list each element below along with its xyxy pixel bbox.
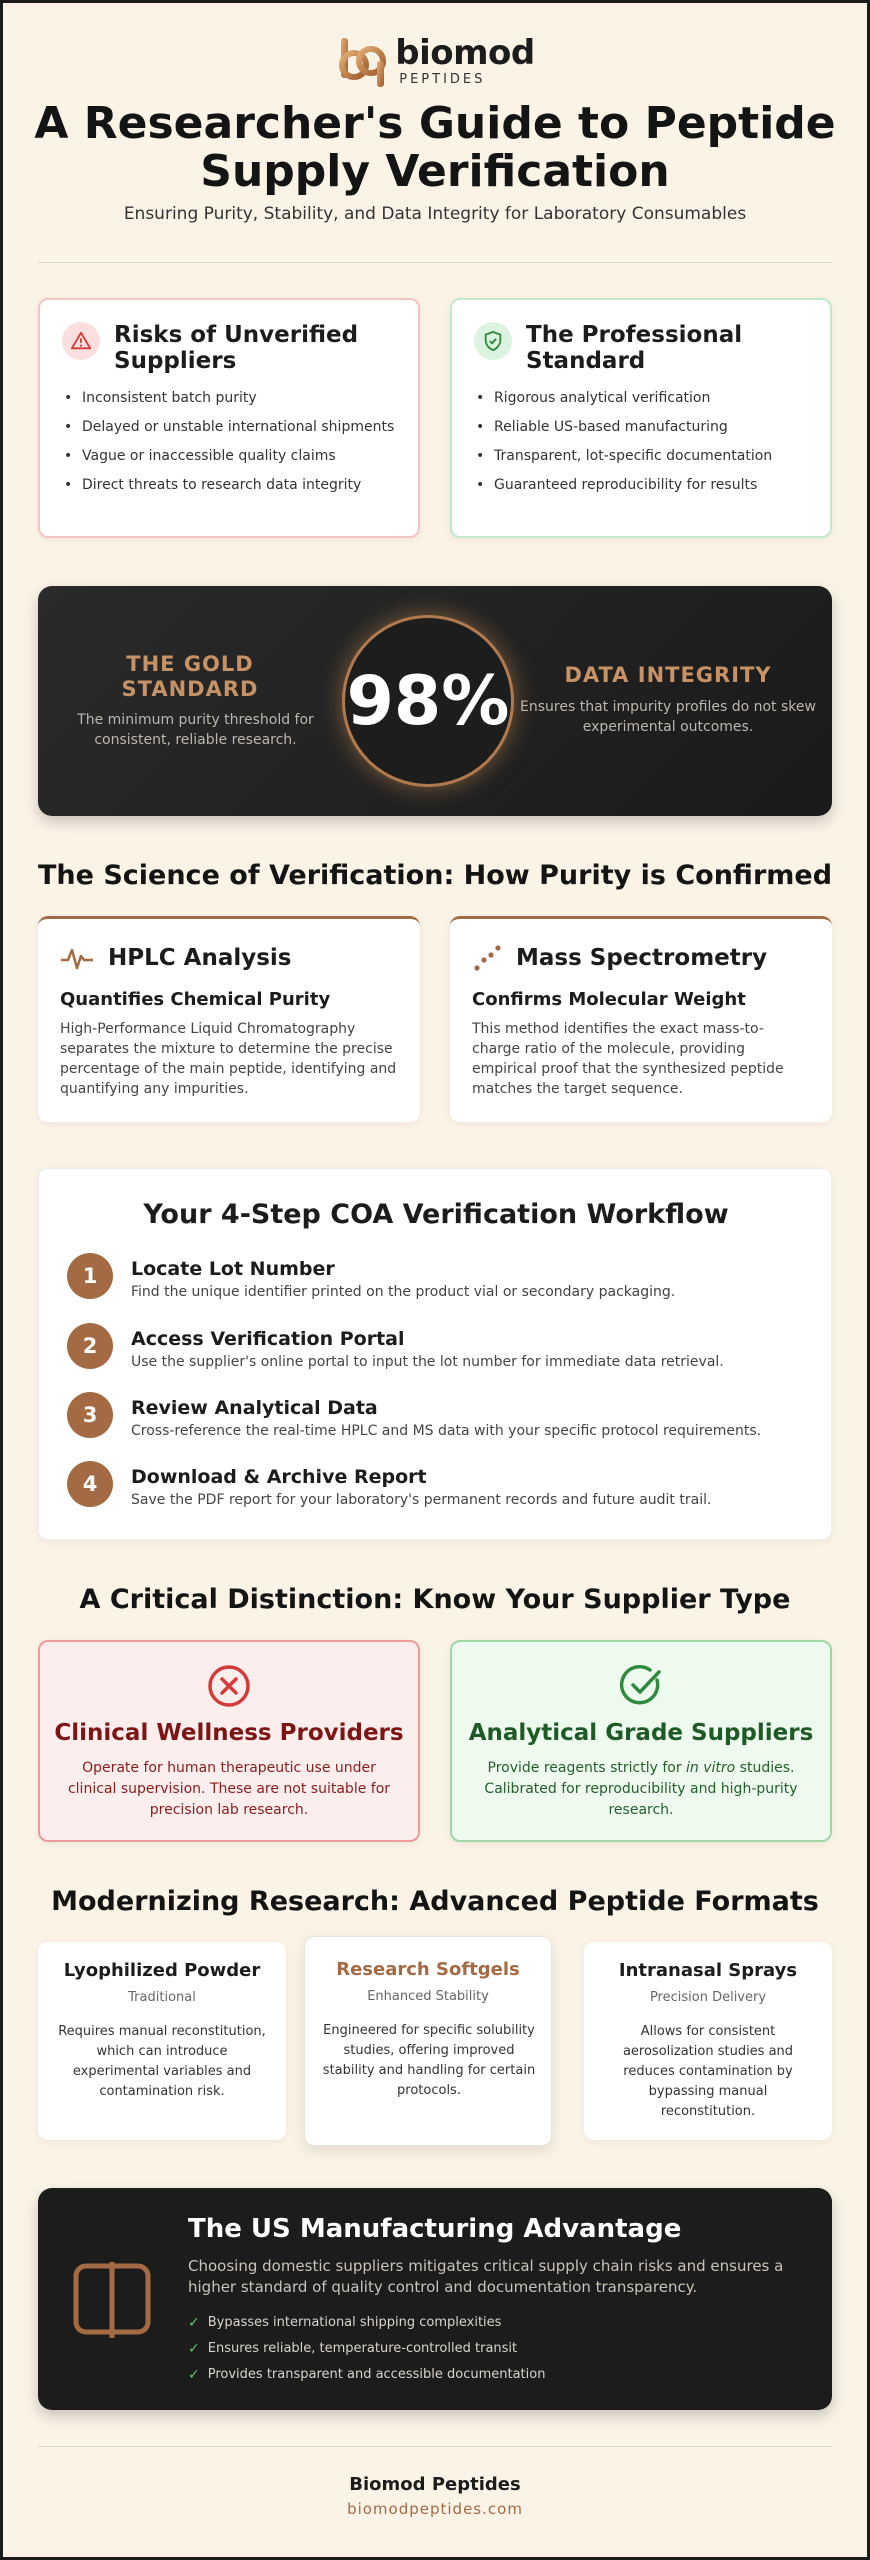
step-desc: Find the unique identifier printed on the product vial or secondary packaging.	[131, 1284, 676, 1300]
divider	[38, 262, 832, 263]
workflow-step	[67, 1465, 711, 1511]
logo-mark-icon	[335, 34, 389, 88]
divider	[38, 2446, 832, 2447]
gold-standard-title: THE GOLD STANDARD	[121, 652, 259, 701]
step-number: 2	[67, 1323, 113, 1369]
analytical-desc-em: in vitro	[686, 1760, 736, 1776]
hplc-subtitle: Quantifies Chemical Purity	[60, 989, 331, 1010]
workflow-title: Your 4-Step COA Verification Workflow	[143, 1199, 729, 1230]
mass-spec-title: Mass Spectrometry	[516, 945, 768, 971]
format-card	[38, 1942, 286, 2140]
purity-circle	[342, 615, 514, 787]
brand-logo	[0, 34, 870, 88]
scatter-dots-icon	[472, 943, 502, 973]
risks-title: Risks of Unverified Suppliers	[114, 322, 359, 374]
format-card-featured	[304, 1936, 552, 2146]
check-icon: ✓	[188, 2341, 200, 2357]
format-desc: Allows for consistent aerosolization studies and reduces contamination by bypassing manual reconstitution.	[622, 2024, 794, 2119]
data-integrity-title: DATA INTEGRITY	[564, 663, 772, 687]
professional-title: The Professional Standard	[526, 322, 743, 374]
format-desc: Engineered for specific solubility studies, offering improved stability and handling for certain protocols.	[322, 2023, 536, 2098]
list-item	[188, 2336, 545, 2362]
warning-icon	[62, 322, 100, 360]
analytical-desc-post: studies. Calibrated for reproducibility and high-purity research.	[484, 1760, 798, 1818]
us-title: The US Manufacturing Advantage	[188, 2214, 682, 2244]
format-subtitle: Enhanced Stability	[367, 1989, 489, 2004]
list-item-text: Provides transparent and accessible documentation	[207, 2367, 546, 2382]
list-item-text: Bypasses international shipping complexities	[207, 2315, 502, 2330]
mass-spec-card	[450, 916, 832, 1122]
list-item-text: Ensures reliable, temperature-controlled transit	[207, 2341, 518, 2356]
footer-url-link[interactable]: biomodpeptides.com	[347, 2500, 523, 2518]
book-icon	[72, 2260, 152, 2340]
science-title: The Science of Verification: How Purity is Confirmed	[37, 860, 833, 891]
page-title-line1: A Researcher's Guide to Peptide	[34, 98, 836, 149]
hplc-card	[38, 916, 420, 1122]
step-title: Access Verification Portal	[131, 1328, 405, 1350]
check-icon: ✓	[188, 2315, 200, 2331]
format-title: Intranasal Sprays	[618, 1960, 798, 1981]
list-item: • Inconsistent batch purity	[62, 388, 402, 408]
footer-company: Biomod Peptides	[349, 2474, 521, 2495]
professional-card	[450, 298, 832, 538]
list-item: • Delayed or unstable international shipments	[62, 417, 402, 437]
distinction-title: A Critical Distinction: Know Your Supplier Type	[79, 1584, 791, 1615]
brand-tagline: PEPTIDES	[399, 72, 486, 87]
step-desc: Use the supplier's online portal to input the lot number for immediate data retrieval.	[131, 1354, 724, 1370]
hplc-desc: High-Performance Liquid Chromatography separates the mixture to determine the precise percentage of the main peptide, identifying and quantifying any impurities.	[60, 1021, 397, 1097]
check-circle-icon	[619, 1664, 663, 1708]
format-subtitle: Precision Delivery	[649, 1990, 767, 2005]
list-item: • Direct threats to research data integrity	[62, 475, 402, 495]
page-title-line2: Supply Verification	[200, 146, 670, 197]
hplc-title: HPLC Analysis	[108, 945, 292, 971]
risks-list	[62, 388, 402, 504]
step-desc: Save the PDF report for your laboratory's permanent records and future audit trail.	[131, 1492, 712, 1508]
step-number: 1	[67, 1253, 113, 1299]
brand-name: biomod	[395, 33, 535, 73]
professional-list	[474, 388, 814, 504]
step-number: 3	[67, 1392, 113, 1438]
workflow-step	[67, 1257, 675, 1303]
data-integrity-desc: Ensures that impurity profiles do not skew experimental outcomes.	[520, 699, 816, 735]
us-desc: Choosing domestic suppliers mitigates critical supply chain risks and ensures a higher standard of quality control and documentation transparency.	[188, 2257, 784, 2296]
purity-stat-panel	[38, 586, 832, 816]
check-icon: ✓	[188, 2367, 200, 2383]
analytical-title: Analytical Grade Suppliers	[468, 1720, 814, 1746]
page-title	[30, 100, 840, 196]
analytical-desc	[472, 1758, 810, 1821]
workflow-step	[67, 1396, 761, 1442]
step-number: 4	[67, 1461, 113, 1507]
workflow-step	[67, 1327, 724, 1373]
formats-title: Modernizing Research: Advanced Peptide Formats	[51, 1886, 819, 1917]
format-desc: Requires manual reconstitution, which can introduce experimental variables and contamination risk.	[58, 2024, 266, 2099]
format-title: Research Softgels	[336, 1959, 520, 1980]
analytical-card	[450, 1640, 832, 1842]
gold-standard-desc: The minimum purity threshold for consistent, reliable research.	[77, 712, 314, 748]
clinical-desc: Operate for human therapeutic use under clinical supervision. These are not suitable for precision lab research.	[67, 1760, 391, 1818]
list-item: • Rigorous analytical verification	[474, 388, 814, 408]
list-item: • Reliable US-based manufacturing	[474, 417, 814, 437]
clinical-title: Clinical Wellness Providers	[54, 1720, 404, 1746]
list-item: • Vague or inaccessible quality claims	[62, 446, 402, 466]
waveform-icon	[60, 943, 94, 973]
format-card	[584, 1942, 832, 2140]
step-title: Download & Archive Report	[131, 1466, 427, 1488]
format-subtitle: Traditional	[128, 1990, 196, 2005]
us-advantage-panel	[38, 2188, 832, 2410]
step-title: Review Analytical Data	[131, 1397, 378, 1419]
us-benefits-list	[188, 2310, 545, 2388]
mass-spec-desc: This method identifies the exact mass-to-charge ratio of the molecule, providing empirical proof that the synthesized peptide matches the target sequence.	[472, 1021, 784, 1097]
step-desc: Cross-reference the real-time HPLC and MS data with your specific protocol requirements.	[131, 1423, 762, 1439]
list-item: • Transparent, lot-specific documentation	[474, 446, 814, 466]
step-title: Locate Lot Number	[131, 1258, 335, 1280]
workflow-card	[38, 1168, 832, 1540]
format-title: Lyophilized Powder	[63, 1960, 261, 1981]
analytical-desc-pre: Provide reagents strictly for	[487, 1760, 687, 1776]
list-item	[188, 2362, 545, 2388]
list-item: • Guaranteed reproducibility for results	[474, 475, 814, 495]
shield-check-icon	[474, 322, 512, 360]
mass-spec-subtitle: Confirms Molecular Weight	[472, 989, 746, 1010]
risks-card	[38, 298, 420, 538]
purity-value: 98%	[346, 661, 510, 741]
list-item	[188, 2310, 545, 2336]
page-subtitle: Ensuring Purity, Stability, and Data Integrity for Laboratory Consumables	[123, 204, 747, 224]
clinical-card	[38, 1640, 420, 1842]
x-circle-icon	[207, 1664, 251, 1708]
